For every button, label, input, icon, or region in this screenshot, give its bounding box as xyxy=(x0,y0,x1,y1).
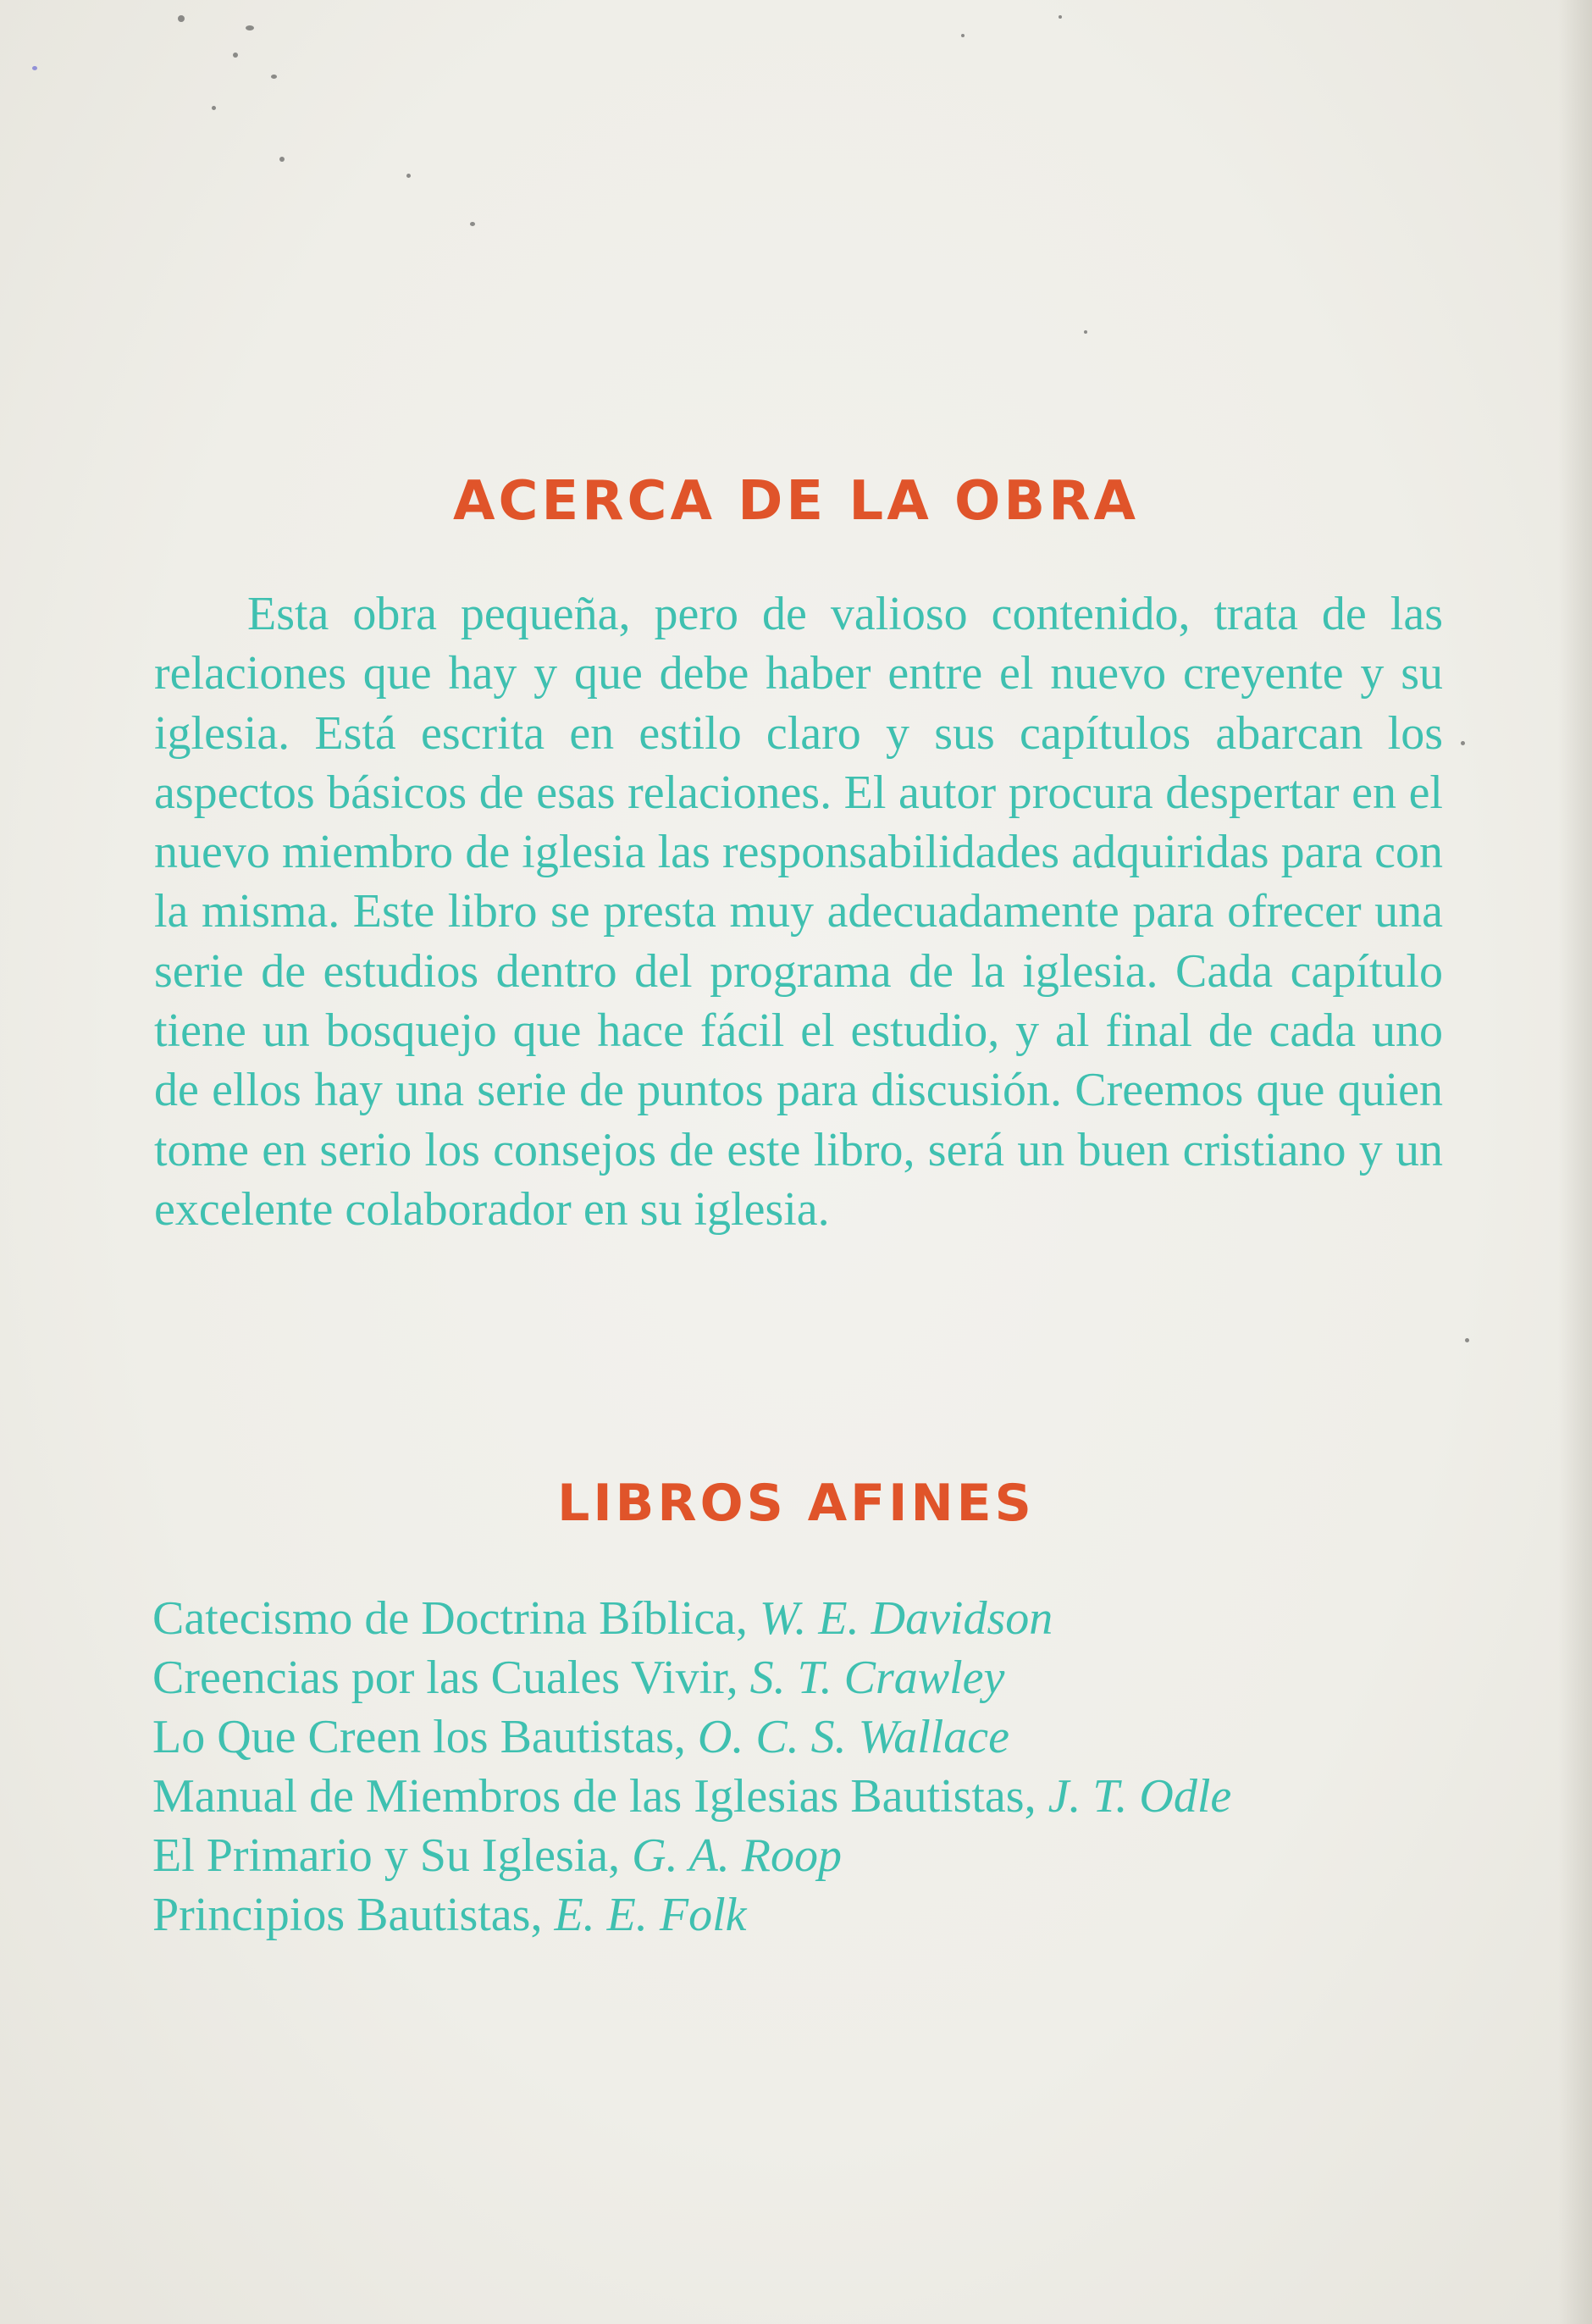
book-title: Principios Bautistas, xyxy=(152,1889,543,1941)
book-author: J. T. Odle xyxy=(1048,1770,1232,1823)
paper-speck xyxy=(1461,741,1465,745)
paper-speck xyxy=(233,53,238,58)
book-title: Lo Que Creen los Bautistas, xyxy=(152,1711,686,1763)
related-books-list xyxy=(152,1589,1473,1945)
book-author: O. C. S. Wallace xyxy=(697,1711,1010,1763)
paper-speck xyxy=(32,66,37,70)
paper-speck xyxy=(271,75,277,79)
book-title: El Primario y Su Iglesia, xyxy=(152,1829,621,1882)
list-item xyxy=(152,1707,1473,1767)
list-item xyxy=(152,1589,1473,1648)
list-item xyxy=(152,1826,1473,1885)
paper-speck xyxy=(246,25,254,30)
book-title: Catecismo de Doctrina Bíblica, xyxy=(152,1592,748,1645)
book-title: Manual de Miembros de las Iglesias Bautistas, xyxy=(152,1770,1036,1823)
paper-speck xyxy=(1084,330,1087,334)
paper-speck xyxy=(212,106,216,110)
page-edge-shadow xyxy=(1558,0,1592,2324)
paper-speck xyxy=(1465,1338,1469,1342)
related-books-heading: LIBROS AFINES xyxy=(557,1474,1035,1533)
paper-speck xyxy=(961,34,965,37)
paper-speck xyxy=(178,15,185,22)
list-item xyxy=(152,1648,1473,1707)
book-title: Creencias por las Cuales Vivir, xyxy=(152,1652,738,1704)
book-author: E. E. Folk xyxy=(554,1889,747,1941)
about-body-text: Esta obra pequeña, pero de valioso contenido, trata de las relaciones que hay y que debe haber entre el nuevo creyente y su iglesia. Está escrita en estilo claro y sus capítulos abarcan los aspectos básicos de esas relaciones. El autor procura despertar en el nuevo miembro de iglesia las responsabilidades adquiridas para con la misma. Este libro se presta muy adecuadamente para ofrecer una serie de estudios dentro del programa de la iglesia. Cada capítulo tiene un bosquejo que hace fácil el estudio, y al final de cada uno de ellos hay una serie de puntos para discusión. Creemos que quien tome en serio los consejos de este libro, será un buen cristiano y un excelente colaborador en su iglesia. xyxy=(154,588,1443,1236)
book-author: S. T. Crawley xyxy=(749,1652,1005,1704)
list-item xyxy=(152,1885,1473,1945)
book-author: G. A. Roop xyxy=(632,1829,842,1882)
paper-speck xyxy=(279,157,285,162)
about-heading: ACERCA DE LA OBRA xyxy=(453,470,1139,533)
paper-speck xyxy=(1059,15,1062,19)
paper-speck xyxy=(470,222,475,226)
book-author: W. E. Davidson xyxy=(759,1592,1053,1645)
list-item xyxy=(152,1767,1473,1826)
paper-speck xyxy=(406,174,411,178)
